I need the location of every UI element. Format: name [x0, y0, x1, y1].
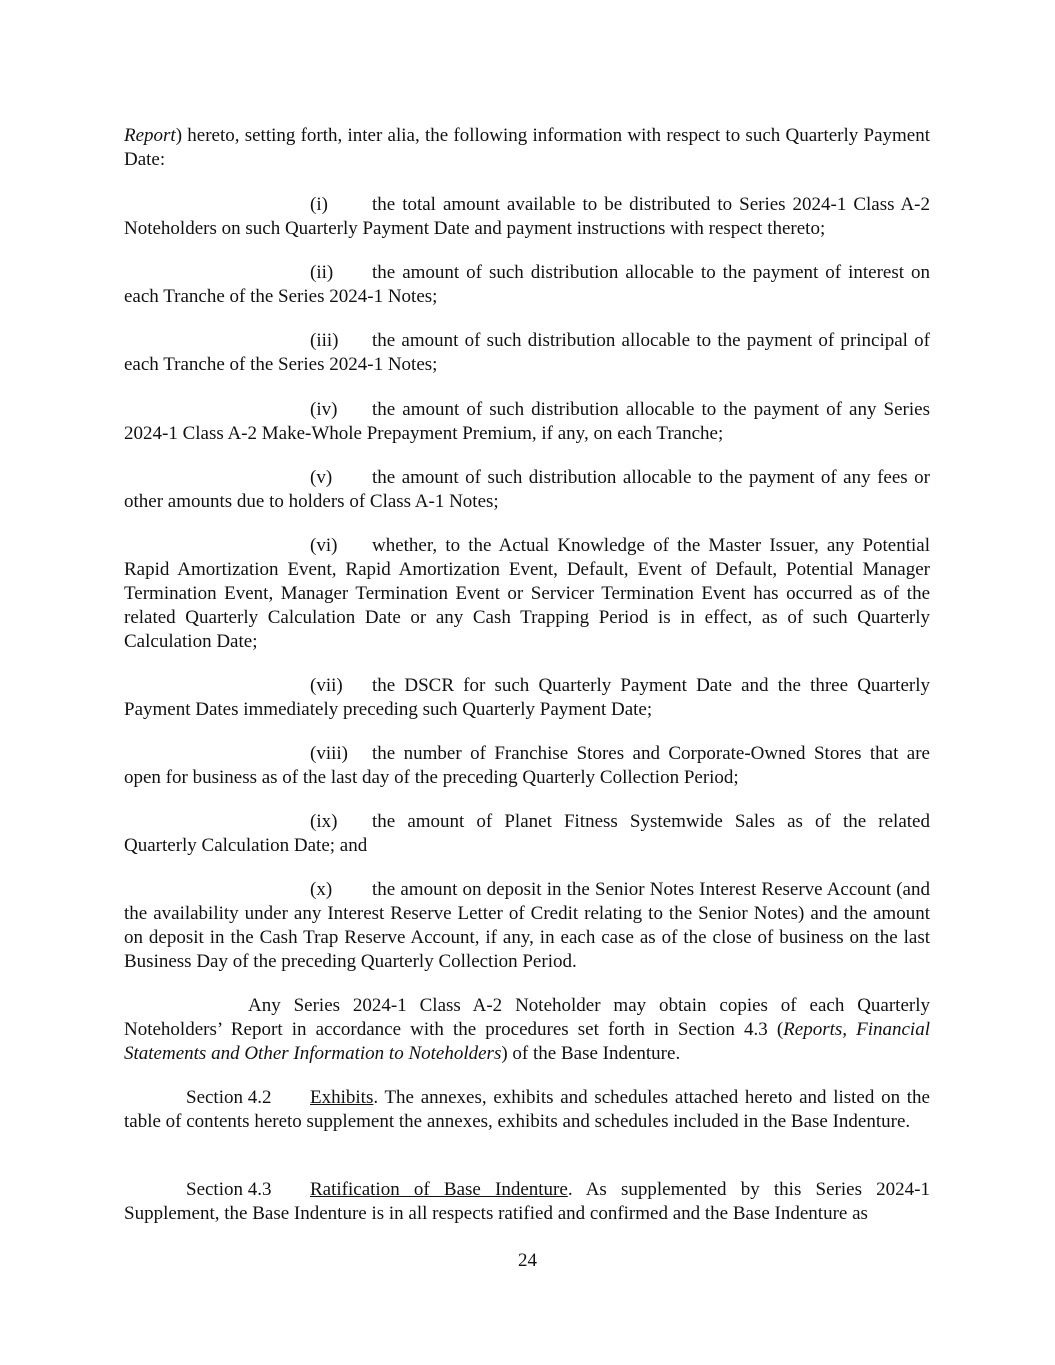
list-item	[124, 466, 930, 514]
section-4-2-number: Section 4.2	[186, 1087, 272, 1108]
section-4-3-number: Section 4.3	[186, 1179, 272, 1200]
list-item	[124, 878, 930, 974]
intro-text: ) hereto, setting forth, inter alia, the following information with respect to such Quarterly Payment Date:	[124, 125, 930, 170]
list-item	[124, 742, 930, 790]
list-item-marker: (x)	[310, 879, 333, 900]
list-item-marker: (i)	[310, 194, 328, 215]
list-item	[124, 810, 930, 858]
section-4-2-title: Exhibits	[310, 1087, 374, 1108]
list-item	[124, 534, 930, 654]
list-item	[124, 261, 930, 309]
list-item	[124, 193, 930, 241]
noteholders-text-before: Any Series 2024-1 Class A-2 Noteholder may obtain copies of each Quarterly Noteholders’ Report in accordance with the procedures set forth in Section 4.3 (	[124, 995, 930, 1040]
list-item	[124, 398, 930, 446]
section-4-2-paragraph	[124, 1086, 930, 1134]
list-item-text: the amount of such distribution allocable to the payment of interest on each Tranche of the Series 2024-1 Notes;	[124, 262, 930, 307]
list-item-text: the amount of such distribution allocable to the payment of any fees or other amounts due to holders of Class A-1 Notes;	[124, 467, 930, 512]
list-item-marker: (iv)	[310, 399, 338, 420]
list-item-marker: (iii)	[310, 330, 339, 351]
noteholders-italic-title: Reports, Financial Statements and Other Information to Noteholders	[124, 1019, 930, 1064]
list-item-text: the number of Franchise Stores and Corporate-Owned Stores that are open for business as of the last day of the preceding Quarterly Collection Period;	[124, 743, 930, 788]
list-item-text: the amount of Planet Fitness Systemwide Sales as of the related Quarterly Calculation Date; and	[124, 811, 930, 856]
page-number: 24	[518, 1250, 537, 1271]
list-item	[124, 329, 930, 377]
intro-paragraph	[124, 124, 930, 172]
list-item-marker: (ii)	[310, 262, 334, 283]
noteholders-text-after: ) of the Base Indenture.	[501, 1043, 681, 1064]
list-item-text: the amount of such distribution allocable to the payment of any Series 2024-1 Class A-2 Make-Whole Prepayment Premium, if any, on each Tranche;	[124, 399, 930, 444]
list-item-text: the total amount available to be distributed to Series 2024-1 Class A-2 Noteholders on such Quarterly Payment Date and payment instructions with respect thereto;	[124, 194, 930, 239]
list-item-text: the amount of such distribution allocable to the payment of principal of each Tranche of the Series 2024-1 Notes;	[124, 330, 930, 375]
intro-italic: Report	[124, 125, 176, 146]
section-4-2-text: . The annexes, exhibits and schedules attached hereto and listed on the table of contents hereto supplement the annexes, exhibits and schedules included in the Base Indenture.	[124, 1087, 930, 1132]
noteholders-paragraph	[124, 994, 930, 1066]
list-item-text: the amount on deposit in the Senior Notes Interest Reserve Account (and the availability under any Interest Reserve Letter of Credit relating to the Senior Notes) and the amount on deposit in the Cash Trap Reserve Account, if any, in each case as of the close of business on the last Business Day of the preceding Quarterly Collection Period.	[124, 879, 930, 972]
list-item-marker: (viii)	[310, 743, 348, 764]
section-4-3-text: . As supplemented by this Series 2024-1 Supplement, the Base Indenture is in all respects ratified and confirmed and the Base Indenture as	[124, 1179, 930, 1224]
list-item-marker: (v)	[310, 467, 333, 488]
list-item-text: whether, to the Actual Knowledge of the Master Issuer, any Potential Rapid Amortization Event, Rapid Amortization Event, Default, Event of Default, Potential Manager Termination Event, Manager Termination Event or Servicer Termination Event has occurred as of the related Quarterly Calculation Date or any Cash Trapping Period is in effect, as of such Quarterly Calculation Date;	[124, 535, 930, 652]
list-item-text: the DSCR for such Quarterly Payment Date and the three Quarterly Payment Dates immediately preceding such Quarterly Payment Date;	[124, 675, 930, 720]
list-item-marker: (ix)	[310, 811, 338, 832]
list-item-marker: (vii)	[310, 675, 343, 696]
list-item-marker: (vi)	[310, 535, 338, 556]
list-item	[124, 674, 930, 722]
section-4-3-title: Ratification of Base Indenture	[310, 1179, 568, 1200]
section-4-3-paragraph	[124, 1178, 930, 1226]
